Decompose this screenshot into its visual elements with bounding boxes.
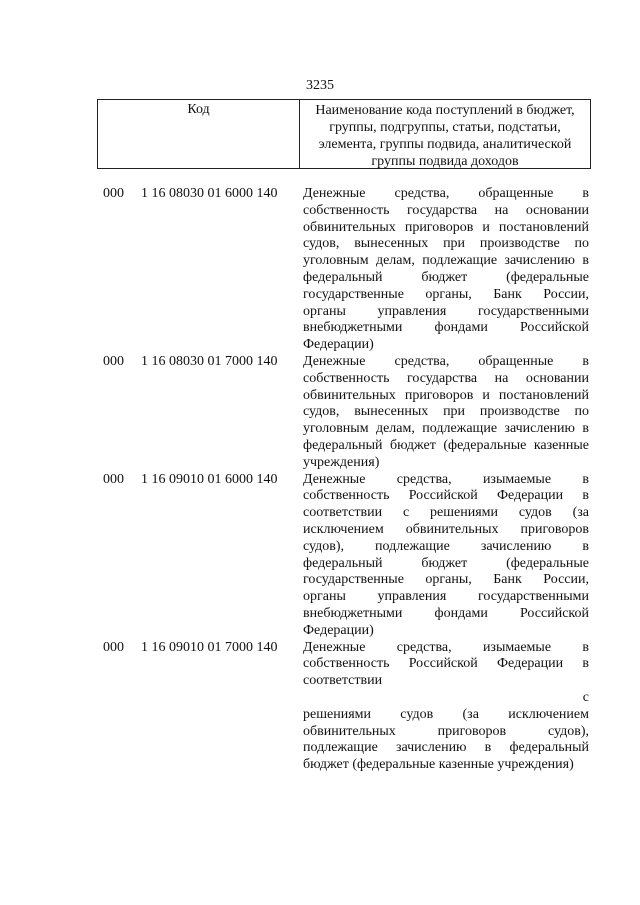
description-line: государственные органы, Банк России, xyxy=(303,572,589,588)
income-code: 1 16 09010 01 7000 140 xyxy=(141,639,278,655)
table-row xyxy=(103,354,589,472)
description-line: собственность Российской Федерации в xyxy=(303,488,589,504)
table-row xyxy=(103,186,589,354)
description-line: Федерации) xyxy=(303,622,374,638)
description-line: судов, вынесенных при производстве по xyxy=(303,236,589,252)
description-line: Денежные средства, изымаемые в xyxy=(303,471,589,487)
income-code: 1 16 08030 01 6000 140 xyxy=(141,186,278,201)
description-line: органы управления государственными xyxy=(303,589,589,605)
description-line: обвинительных приговоров и постановлений xyxy=(303,387,589,403)
description-line: Федерации) xyxy=(303,337,374,353)
code-column-header: Код xyxy=(98,100,300,168)
description-line: собственность государства на основании xyxy=(303,202,589,218)
description-line: обвинительных приговоров судов), xyxy=(303,723,589,739)
description-line: внебюджетными фондами Российской xyxy=(303,320,589,336)
income-description xyxy=(303,640,589,774)
description-line: федеральный бюджет (федеральные xyxy=(303,269,589,285)
description-line: Денежные средства, изымаемые в xyxy=(303,639,589,655)
description-line: судов, вынесенных при производстве по xyxy=(303,404,589,420)
description-line: решениями судов (за исключением xyxy=(303,706,589,722)
description-line: Денежные средства, обращенные в xyxy=(303,353,589,369)
table-header xyxy=(97,99,591,169)
admin-code: 000 xyxy=(103,186,124,201)
description-line: внебюджетными фондами Российской xyxy=(303,605,589,621)
description-line: с xyxy=(582,689,589,705)
description-line: судов), подлежащие зачислению в xyxy=(303,538,589,554)
description-line: государственные органы, Банк России, xyxy=(303,286,589,302)
admin-code: 000 xyxy=(103,639,124,655)
description-line: органы управления государственными xyxy=(303,303,589,319)
description-line: учреждения) xyxy=(303,454,380,470)
income-code: 1 16 08030 01 7000 140 xyxy=(141,353,278,369)
description-line: соответствии xyxy=(303,673,383,689)
income-code: 1 16 09010 01 6000 140 xyxy=(141,471,278,487)
table-row xyxy=(103,472,589,640)
description-line: соответствии с решениями судов (за xyxy=(303,505,589,521)
description-line: уголовным делам, подлежащие зачислению в xyxy=(303,421,589,437)
name-column-header: Наименование кода поступлений в бюджет, группы, подгруппы, статьи, подстатьи, элемента, группы подвида, аналитической группы подвида доходов xyxy=(315,103,575,169)
income-description xyxy=(303,186,589,354)
description-line: федеральный бюджет (федеральные казенные xyxy=(303,437,589,453)
description-line: федеральный бюджет (федеральные xyxy=(303,555,589,571)
description-line: бюджет (федеральные казенные учреждения) xyxy=(303,757,574,773)
description-line: собственность государства на основании xyxy=(303,370,589,386)
description-line: уголовным делам, подлежащие зачислению в xyxy=(303,253,589,269)
page-number: 3235 xyxy=(306,78,334,93)
description-line: подлежащие зачислению в федеральный xyxy=(303,740,589,756)
description-line: исключением обвинительных приговоров xyxy=(303,521,589,537)
table-row xyxy=(103,640,589,774)
description-line: Денежные средства, обращенные в xyxy=(303,186,589,201)
admin-code: 000 xyxy=(103,471,124,487)
income-description xyxy=(303,354,589,472)
description-line: собственность Российской Федерации в xyxy=(303,656,589,672)
description-line: обвинительных приговоров и постановлений xyxy=(303,219,589,235)
income-codes-list xyxy=(103,186,589,774)
admin-code: 000 xyxy=(103,353,124,369)
income-description xyxy=(303,472,589,640)
